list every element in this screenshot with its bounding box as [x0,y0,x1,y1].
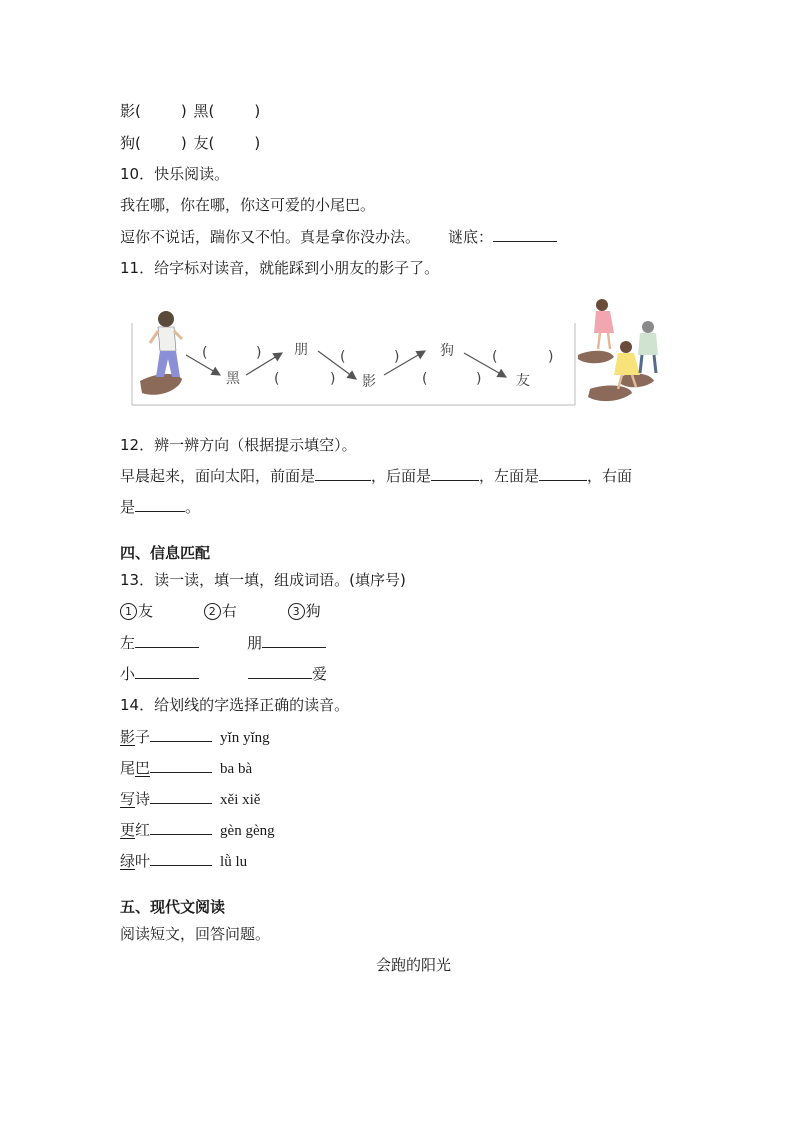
q13-word-ai: 爱 [248,664,327,684]
q14-item-2: 尾巴 ba bà [120,759,253,777]
svg-text:(: ( [340,349,346,365]
svg-text:(: ( [274,371,280,387]
q13-word-zuo: 左 [120,633,199,653]
diagram-char-ying: 影 [362,374,376,390]
shadow-path-diagram [120,293,660,418]
pinyin-row-2: 狗( ) 友( ) [120,134,261,152]
passage-title: 会跑的阳光 [376,956,452,974]
svg-text:): ) [476,371,482,387]
section4-heading: 四、信息匹配 [120,544,211,562]
zuo-blank[interactable] [135,633,199,648]
q14-item-3: 写诗 xěi xiě [120,790,261,808]
answer-parens[interactable] [202,345,553,387]
svg-text:): ) [330,371,336,387]
diagram-char-peng: 朋 [294,342,308,358]
q14-blank-2[interactable] [150,758,212,773]
svg-text:): ) [394,349,400,365]
back-blank[interactable] [431,466,479,481]
q14-item-4: 更红 gèn gèng [120,821,275,839]
q10-title: 10．快乐阅读。 [120,165,230,183]
diagram-svg [120,293,660,418]
q14-title: 14．给划线的字选择正确的读音。 [120,696,350,714]
q14-blank-1[interactable] [150,727,212,742]
boy-figure [140,311,182,395]
option-2: 2 右 [204,602,237,620]
q10-line1: 我在哪，你在哪，你这可爱的小尾巴。 [120,196,376,214]
svg-text:(: ( [202,345,208,361]
xiao-blank[interactable] [135,664,199,679]
q13-options [120,601,321,621]
riddle-answer-blank[interactable] [493,227,557,242]
q12-line1: 早晨起来，面向太阳，前面是 ，后面是 ，左面是 ，右面 [120,467,633,485]
q14-item-5: 绿叶 lǜ lu [120,852,248,870]
pinyin-row-1: 影( ) 黑( ) [120,102,261,120]
option-3: 3 狗 [288,602,321,620]
q14-blank-4[interactable] [150,820,212,835]
diagram-char-you: 友 [516,373,530,389]
q12-title: 12．辨一辨方向（根据提示填空）。 [120,436,357,454]
front-blank[interactable] [315,466,371,481]
right-blank[interactable] [135,497,185,512]
children-figures [578,299,658,401]
q13-title: 13．读一读，填一填，组成词语。(填序号) [120,571,406,589]
q13-word-peng: 朋 [247,633,326,653]
q14-blank-5[interactable] [150,851,212,866]
q14-item-1: 影子 yǐn yǐng [120,728,270,746]
peng-blank[interactable] [262,633,326,648]
svg-text:(: ( [492,349,498,365]
char-hei: 黑( [193,102,215,120]
svg-text:): ) [256,345,262,361]
option-1: 1 友 [120,602,153,620]
q13-word-xiao: 小 [120,664,199,684]
q11-title: 11．给字标对读音，就能踩到小朋友的影子了。 [120,259,440,277]
diagram-char-hei: 黑 [226,371,240,387]
section5-heading: 五、现代文阅读 [120,898,226,916]
svg-text:(: ( [422,371,428,387]
q14-blank-3[interactable] [150,789,212,804]
char-gou: 狗( [120,134,141,152]
left-blank[interactable] [539,466,587,481]
q10-line2: 逗你不说话，踹你又不怕。真是拿你没办法。 谜底： [120,227,557,247]
riddle-label: 谜底： [448,228,494,246]
section5-instruction: 阅读短文，回答问题。 [120,925,271,943]
ai-blank[interactable] [248,664,312,679]
diagram-char-gou: 狗 [440,343,454,359]
char-ying: 影( [120,102,141,120]
svg-text:): ) [548,349,554,365]
q12-line2: 是 。 [120,498,201,516]
char-you: 友( [193,134,215,152]
